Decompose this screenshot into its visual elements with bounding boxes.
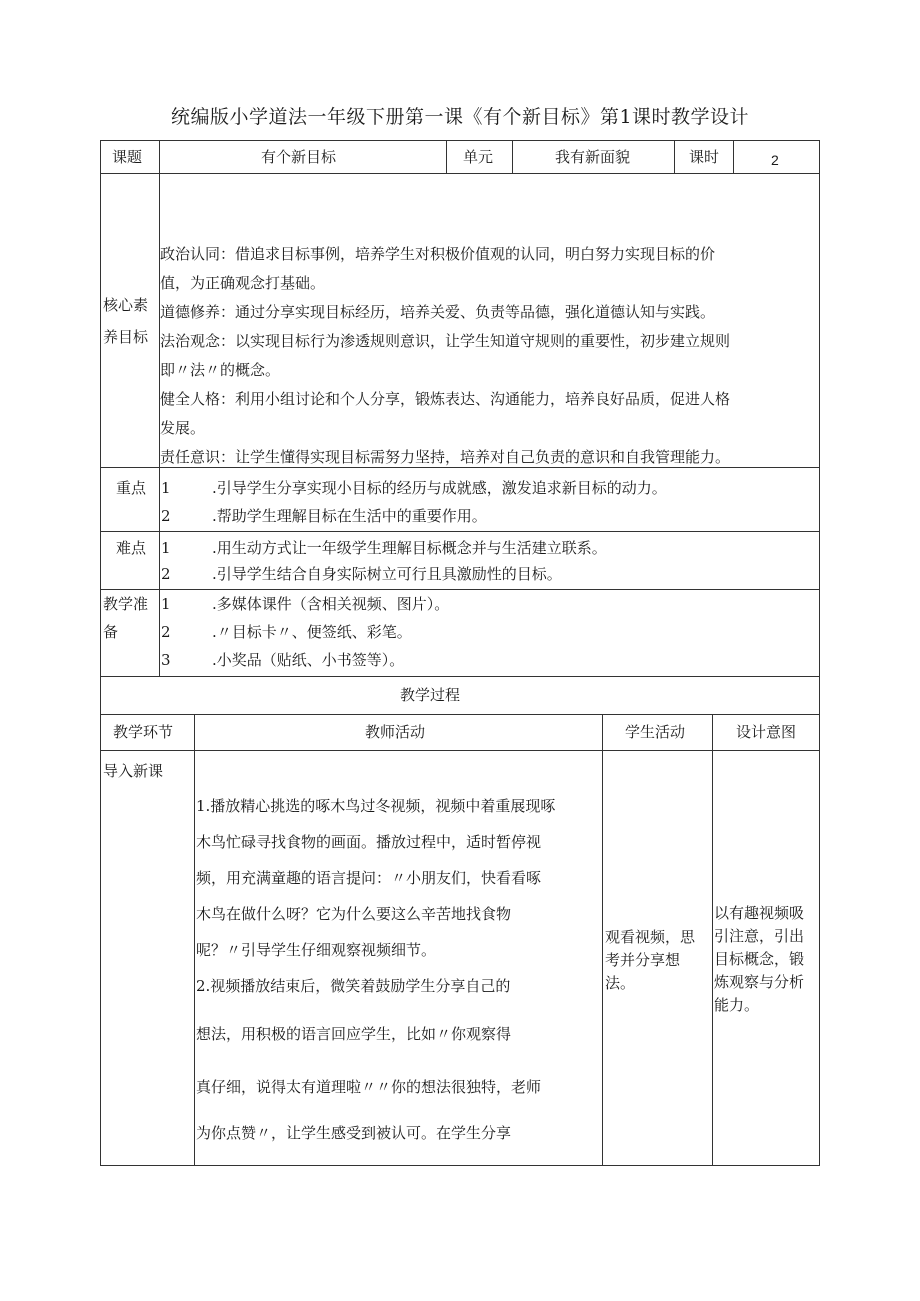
difficulty-num: 2 [161,565,171,583]
teacher-line: 木鸟在做什么呀？它为什么要这么辛苦地找食物 [196,905,512,923]
design-intent [714,902,804,1017]
teacher-line: 为你点赞〃，让学生感受到被认可。在学生分享 [196,1124,512,1142]
col-header-teacher: 教师活动 [365,723,426,741]
core-objectives [160,240,730,472]
col-divider [602,714,603,1166]
stage-name: 导入新课 [103,762,164,780]
key-point-num: 2 [161,507,171,525]
col-divider [712,714,713,1166]
teacher-line: 呢？〃引导学生仔细观察视频细节。 [196,941,437,959]
difficulty-num: 1 [161,539,171,557]
difficulties-label: 难点 [116,539,147,557]
core-label: 核心素 [103,296,149,314]
col-divider [512,140,513,174]
teacher-line: 想法，用积极的语言回应学生，比如〃你观察得 [196,1025,512,1043]
row-divider [100,531,820,532]
teacher-activity [196,1016,511,1052]
row-divider [100,589,820,590]
topic-value: 有个新目标 [261,148,337,166]
key-point-text: .帮助学生理解目标在生活中的重要作用。 [212,507,487,525]
preparation-label: 备 [103,623,119,641]
student-line: 观看视频，思 [605,928,696,946]
page-title: 统编版小学道法一年级下册第一课《有个新目标》第1课时教学设计 [170,106,750,128]
teacher-line: 真仔细，说得太有道理啦〃〃你的想法很独特，老师 [196,1078,542,1096]
prep-text: .小奖品（贴纸、小书签等）。 [212,651,405,669]
preparation-label: 教学准 [103,595,149,613]
topic-label: 课题 [112,148,143,166]
col-header-intent: 设计意图 [736,723,797,741]
prep-text: .〃目标卡〃、便签纸、彩笔。 [212,623,412,641]
core-line: 道德修养：通过分享实现目标经历，培养关爱、负责等品德，强化道德认知与实践。 [160,303,716,321]
student-line: 法。 [605,974,636,992]
core-label: 养目标 [103,328,149,346]
key-point-text: .引导学生分享实现小目标的经历与成就感，激发追求新目标的动力。 [212,479,667,497]
period-value: 2 [771,152,779,168]
teacher-line: 2.视频播放结束后，微笑着鼓励学生分享自己的 [196,977,511,995]
col-header-student: 学生活动 [625,723,686,741]
core-line: 值，为正确观念打基础。 [160,274,326,292]
intent-line: 以有趣视频吸 [714,904,805,922]
col-divider [446,140,447,174]
unit-value: 我有新面貌 [555,148,631,166]
row-divider [100,173,820,174]
prep-num: 1 [161,595,171,613]
teacher-activity [196,788,555,1004]
prep-num: 3 [161,651,171,669]
difficulty-text: .用生动方式让一年级学生理解目标概念并与生活建立联系。 [212,539,607,557]
col-divider [194,714,195,1166]
col-header-stage: 教学环节 [113,723,174,741]
student-activity [605,926,695,995]
core-line: 责任意识：让学生懂得实现目标需努力坚持，培养对自己负责的意识和自我管理能力。 [160,448,731,466]
teacher-activity [196,1064,541,1156]
core-line: 法治观念：以实现目标行为渗透规则意识，让学生知道守规则的重要性，初步建立规则 [160,332,731,350]
col-divider [674,140,675,174]
intent-line: 目标概念，锻 [714,950,805,968]
key-point-num: 1 [161,479,171,497]
core-line: 发展。 [160,419,206,437]
period-label: 课时 [689,148,720,166]
col-divider [733,140,734,174]
core-line: 健全人格：利用小组讨论和个人分享，锻炼表达、沟通能力，培养良好品质，促进人格 [160,390,731,408]
core-line: 政治认同：借追求目标事例，培养学生对积极价值观的认同，明白努力实现目标的价 [160,245,716,263]
teacher-line: 频，用充满童趣的语言提问：〃小朋友们，快看看啄 [196,869,542,887]
process-heading: 教学过程 [400,686,461,704]
key-points-label: 重点 [116,479,147,497]
unit-label: 单元 [463,148,494,166]
core-line: 即〃法〃的概念。 [160,361,281,379]
difficulty-text: .引导学生结合自身实际树立可行且具激励性的目标。 [212,565,562,583]
intent-line: 炼观察与分析 [714,973,805,991]
prep-num: 2 [161,623,171,641]
teacher-line: 木鸟忙碌寻找食物的画面。播放过程中，适时暂停视 [196,833,542,851]
prep-text: .多媒体课件（含相关视频、图片）。 [212,595,450,613]
intent-line: 引注意，引出 [714,927,805,945]
student-line: 考并分享想 [605,951,681,969]
intent-line: 能力。 [714,996,760,1014]
teacher-line: 1.播放精心挑选的啄木鸟过冬视频，视频中着重展现啄 [196,797,556,815]
